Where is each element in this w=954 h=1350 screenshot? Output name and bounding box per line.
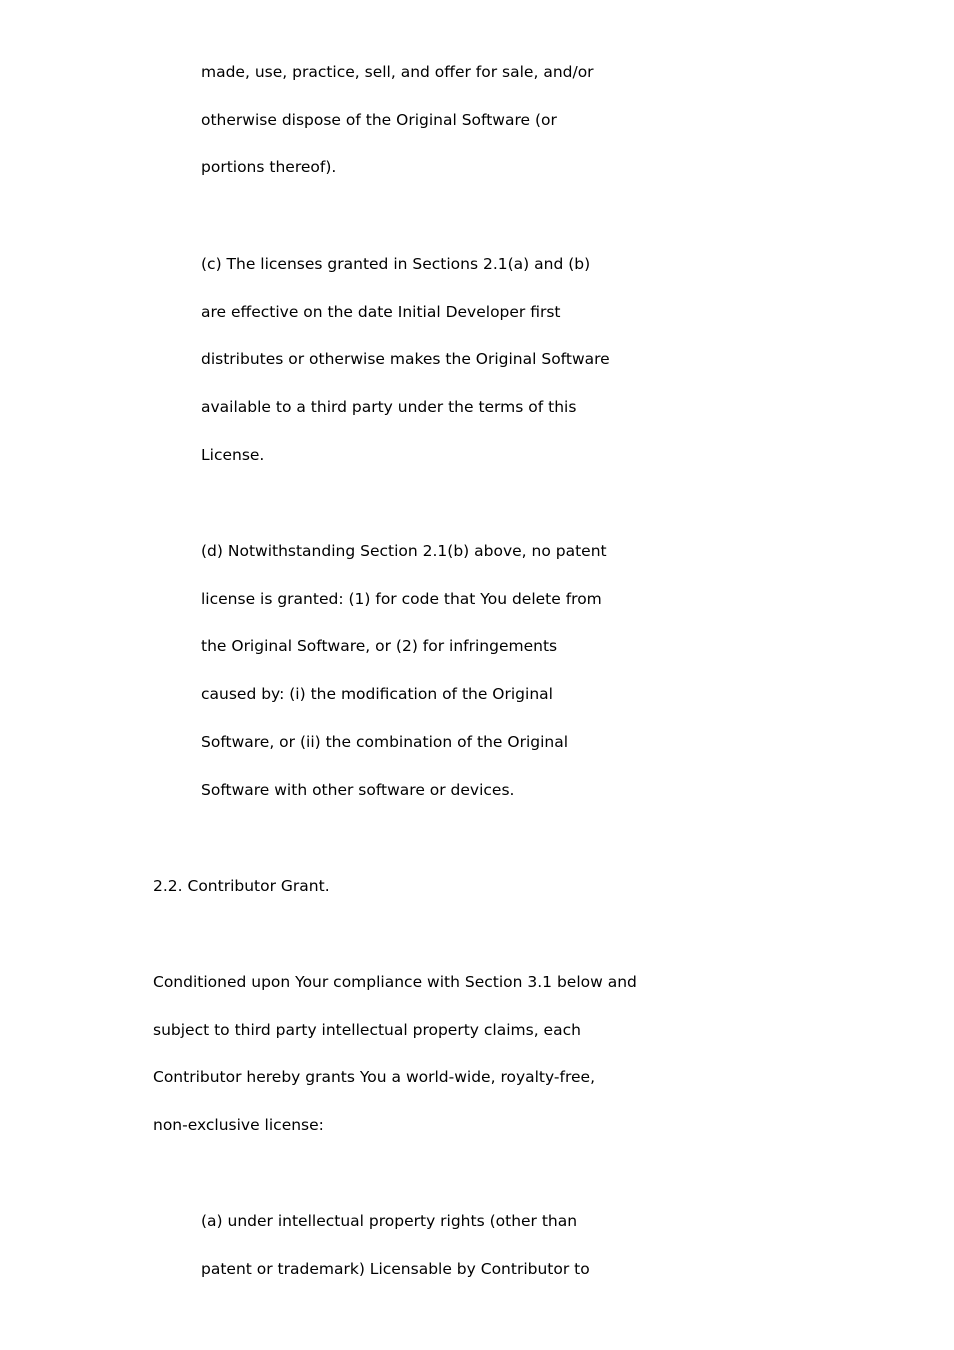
text-line: otherwise dispose of the Original Software (or [201,111,557,129]
text-line: license is granted: (1) for code that You delete from [201,590,602,608]
text-line: Software, or (ii) the combination of the Original [201,733,569,751]
text-line: (c) The licenses granted in Sections 2.1(a) and (b) [201,255,591,273]
text-line: made, use, practice, sell, and offer for sale, and/or [201,63,594,81]
text-line: (d) Notwithstanding Section 2.1(b) above, no patent [201,542,607,560]
text-line: (a) under intellectual property rights (other than [201,1212,578,1230]
text-line: distributes or otherwise makes the Original Software [201,350,610,368]
text-line: the Original Software, or (2) for infringements [201,637,558,655]
text-line: available to a third party under the terms of this [201,398,577,416]
text-line: License. [201,446,265,464]
text-line: patent or trademark) Licensable by Contributor to [201,1260,590,1278]
text-line: Software with other software or devices. [201,781,515,799]
text-line: Conditioned upon Your compliance with Section 3.1 below and [153,973,637,991]
text-line: are effective on the date Initial Developer first [201,303,561,321]
text-line: caused by: (i) the modification of the Original [201,685,553,703]
text-line: non-exclusive license: [153,1116,324,1134]
section-heading-text: 2.2. Contributor Grant. [153,877,330,895]
text-line: portions thereof). [201,158,337,176]
text-line: subject to third party intellectual property claims, each [153,1021,581,1039]
text-line: Contributor hereby grants You a world-wide, royalty-free, [153,1068,595,1086]
